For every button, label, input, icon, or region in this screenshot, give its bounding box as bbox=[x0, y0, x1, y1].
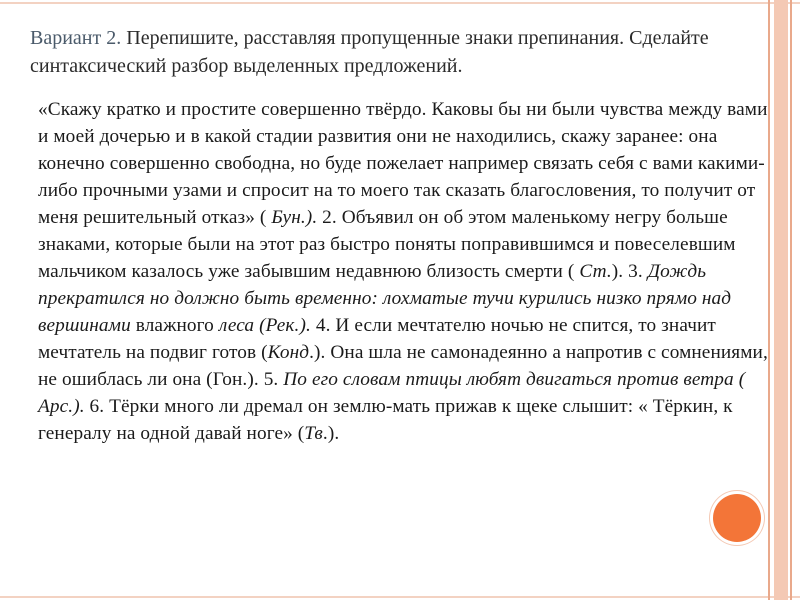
orange-circle-decor bbox=[713, 494, 761, 542]
sentence-4-end: .). Она шла не самонадеянно а напротив с сомнениями, не ошиблась ли она (Гон.). 5. bbox=[38, 342, 768, 390]
sentence-1: «Скажу кратко и простите совершенно твёрдо. Каковы бы ни были чувства между вами и моей дочерью и в какой стадии развития они не находились, скажу заранее: она конечно совершенно свободна, но буде пожелает например связать себя с вами какими-либо прочными узами и спросит на то моего так сказать благословения, то получит от меня решительный отказ» ( bbox=[38, 99, 768, 228]
sentence-3-highlighted-a: Дождь прекратился но должно быть временно: лохматые тучи курились низко прямо над вершинами bbox=[38, 261, 732, 336]
exercise-paragraph bbox=[38, 96, 773, 447]
sentence-2-end: ). 3. bbox=[611, 261, 648, 282]
sentence-4-source: Конд bbox=[267, 342, 310, 363]
sentence-4: 4. И если мечтателю ночью не спится, то значит мечтатель на подвиг готов ( bbox=[38, 315, 716, 363]
sentence-6-source: Тв bbox=[304, 423, 323, 444]
sentence-2: 2. Объявил он об этом маленькому негру больше знаками, которые были на этот раз быстро поняты поправившимся и повеселевшим мальчиком казалось уже забывшим недавнюю близость смерти ( bbox=[38, 207, 736, 282]
sentence-2-source: Ст. bbox=[579, 261, 612, 282]
task-instruction: Перепишите, расставляя пропущенные знаки препинания. Сделайте синтаксический разбор выделенных предложений. bbox=[30, 27, 709, 77]
sentence-3-plain: влажного bbox=[130, 315, 219, 336]
sentence-6-end: .). bbox=[322, 423, 340, 444]
right-decor-band bbox=[774, 0, 788, 600]
exercise-text bbox=[38, 96, 773, 447]
sentence-3-highlighted-b: леса (Рек.). bbox=[218, 315, 311, 336]
right-decor-stripe-outer bbox=[790, 0, 792, 600]
variant-label: Вариант 2. bbox=[30, 27, 122, 49]
sentence-1-source: Бун.). bbox=[271, 207, 318, 228]
sentence-5-highlighted: По его словам птицы любят двигаться против ветра ( Арс.). bbox=[38, 369, 746, 417]
top-decor-line bbox=[0, 2, 800, 4]
slide-title bbox=[30, 24, 750, 80]
sentence-6: 6. Тёрки много ли дремал он землю-мать прижав к щеке слышит: « Тёркин, к генералу на одной давай ноге» ( bbox=[38, 396, 733, 444]
bottom-decor-line bbox=[0, 596, 800, 598]
